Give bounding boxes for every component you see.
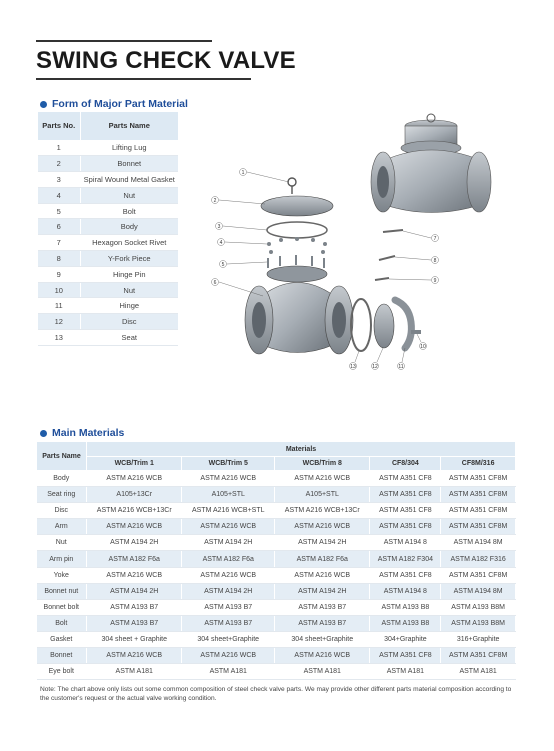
material-cell: A105+13Cr	[87, 487, 182, 503]
callout-1-label: 1	[241, 170, 245, 176]
callout-10-label: 10	[420, 344, 426, 350]
material-cell: ASTM A351 CF8M	[441, 487, 516, 503]
part-name-cell: Y-Fork Piece	[80, 251, 178, 267]
callout-7	[403, 231, 439, 242]
lifting-lug-illustration	[288, 178, 296, 194]
part-name-cell: Hinge	[80, 298, 178, 314]
parts-table-row	[38, 330, 178, 346]
material-cell: ASTM A351 CF8M	[441, 648, 516, 664]
material-cell: A105+STL	[275, 487, 370, 503]
part-name-cell: Nut	[80, 187, 178, 203]
footnote: Note: The chart above only lists out some common composition of steel check valve parts. We may provide other different parts material composition according to the customer's request or the actual valve working condition.	[40, 686, 512, 702]
materials-table-row	[37, 503, 516, 519]
part-name-cell: Arm pin	[37, 551, 87, 567]
material-cell: ASTM A216 WCB	[275, 567, 370, 583]
trim-header: CF8M/316	[441, 457, 516, 471]
part-name-cell: Hinge Pin	[80, 266, 178, 282]
material-cell: ASTM A193 B8M	[441, 615, 516, 631]
callout-13	[350, 351, 360, 370]
parts-table-row	[38, 235, 178, 251]
material-cell: ASTM A216 WCB	[275, 648, 370, 664]
materials-table-row	[37, 664, 516, 680]
title-rule-bottom	[36, 78, 251, 80]
materials-table-row	[37, 487, 516, 503]
material-cell: 304 sheet + Graphite	[87, 631, 182, 647]
material-cell: ASTM A216 WCB	[87, 648, 182, 664]
material-cell: ASTM A351 CF8	[370, 648, 441, 664]
part-name-cell: Bonnet	[37, 648, 87, 664]
parts-table-row	[38, 156, 178, 172]
callout-4	[218, 239, 268, 247]
material-cell: ASTM A182 F316	[441, 551, 516, 567]
part-name-cell: Hexagon Socket Rivet	[80, 235, 178, 251]
material-cell: ASTM A181	[370, 664, 441, 680]
material-cell: ASTM A216 WCB	[182, 519, 275, 535]
materials-table-row	[37, 471, 516, 487]
material-cell: ASTM A193 B7	[182, 599, 275, 615]
part-number-cell: 8	[38, 251, 80, 267]
material-cell: ASTM A194 8	[370, 535, 441, 551]
material-cell: ASTM A351 CF8M	[441, 519, 516, 535]
parts-table-row	[38, 172, 178, 188]
part-name-cell: Yoke	[37, 567, 87, 583]
material-cell: 304+Graphite	[370, 631, 441, 647]
callout-8	[395, 257, 439, 265]
material-cell: ASTM A351 CF8	[370, 567, 441, 583]
parts-table-row	[38, 266, 178, 282]
exploded-valve-diagram	[205, 110, 505, 390]
parts-table-row	[38, 203, 178, 219]
material-cell: ASTM A194 2H	[87, 583, 182, 599]
material-cell: ASTM A351 CF8M	[441, 567, 516, 583]
part-name-cell: Bolt	[37, 615, 87, 631]
material-cell: 316+Graphite	[441, 631, 516, 647]
part-name-cell: Seat ring	[37, 487, 87, 503]
parts-table-row	[38, 282, 178, 298]
material-cell: ASTM A194 8M	[441, 583, 516, 599]
material-cell: A105+STL	[182, 487, 275, 503]
materials-table-row	[37, 648, 516, 664]
materials-table-row	[37, 615, 516, 631]
materials-group-header: Materials	[87, 442, 516, 457]
parts-table-row	[38, 251, 178, 267]
trim-header: WCB/Trim 5	[182, 457, 275, 471]
hinge-disc-seat-illustration	[351, 230, 421, 351]
materials-table-row	[37, 519, 516, 535]
part-number-cell: 1	[38, 140, 80, 156]
material-cell: ASTM A194 2H	[182, 583, 275, 599]
materials-table-row	[37, 551, 516, 567]
material-cell: ASTM A181	[275, 664, 370, 680]
part-name-cell: Bonnet bolt	[37, 599, 87, 615]
part-name-cell: Bonnet nut	[37, 583, 87, 599]
materials-table-body	[37, 471, 516, 680]
bullet-dot-icon	[40, 101, 47, 108]
material-cell: 304 sheet+Graphite	[182, 631, 275, 647]
part-name-header: Parts Name	[37, 442, 87, 471]
callout-5-label: 5	[221, 262, 225, 268]
material-cell: ASTM A193 B8M	[441, 599, 516, 615]
callout-11-label: 11	[398, 364, 404, 370]
callout-9	[389, 277, 439, 285]
materials-table	[36, 441, 516, 680]
part-number-cell: 5	[38, 203, 80, 219]
materials-table-row	[37, 583, 516, 599]
parts-section-heading-text: Form of Major Part Material	[52, 98, 188, 110]
part-name-cell: Nut	[80, 282, 178, 298]
part-name-cell: Nut	[37, 535, 87, 551]
part-name-cell: Spiral Wound Metal Gasket	[80, 172, 178, 188]
callout-9-label: 9	[433, 278, 437, 284]
part-name-cell: Seat	[80, 330, 178, 346]
part-number-cell: 9	[38, 266, 80, 282]
part-name-cell: Bolt	[80, 203, 178, 219]
callout-6-label: 6	[213, 280, 217, 286]
part-number-cell: 3	[38, 172, 80, 188]
material-cell: ASTM A181	[441, 664, 516, 680]
part-name-cell: Eye bolt	[37, 664, 87, 680]
callout-12	[372, 348, 384, 370]
part-number-cell: 2	[38, 156, 80, 172]
callout-5	[220, 261, 268, 269]
callout-2	[212, 197, 266, 205]
callout-12-label: 12	[372, 364, 378, 370]
materials-table-row	[37, 567, 516, 583]
parts-table-body	[38, 140, 178, 345]
material-cell: ASTM A216 WCB+STL	[182, 503, 275, 519]
part-name-cell: Lifting Lug	[80, 140, 178, 156]
material-cell: ASTM A216 WCB+13Cr	[87, 503, 182, 519]
material-cell: ASTM A216 WCB	[87, 471, 182, 487]
materials-section-heading-text: Main Materials	[52, 427, 125, 439]
material-cell: ASTM A182 F6a	[87, 551, 182, 567]
part-number-cell: 6	[38, 219, 80, 235]
material-cell: ASTM A194 2H	[275, 535, 370, 551]
body-illustration	[245, 266, 353, 354]
part-number-cell: 10	[38, 282, 80, 298]
parts-table-row	[38, 140, 178, 156]
materials-table-row	[37, 631, 516, 647]
callout-7-label: 7	[433, 236, 437, 242]
trim-header: WCB/Trim 1	[87, 457, 182, 471]
callout-10	[417, 334, 427, 350]
material-cell: ASTM A216 WCB+13Cr	[275, 503, 370, 519]
materials-table-row	[37, 599, 516, 615]
material-cell: ASTM A351 CF8	[370, 487, 441, 503]
part-name-cell: Body	[80, 219, 178, 235]
part-name-cell: Bonnet	[80, 156, 178, 172]
page-title: SWING CHECK VALVE	[36, 47, 296, 74]
materials-section-heading	[40, 427, 124, 439]
material-cell: ASTM A216 WCB	[182, 471, 275, 487]
material-cell: ASTM A181	[87, 664, 182, 680]
material-cell: ASTM A216 WCB	[275, 519, 370, 535]
materials-table-group-header	[37, 442, 516, 457]
part-name-cell: Disc	[37, 503, 87, 519]
parts-table-row	[38, 187, 178, 203]
parts-section-heading	[40, 98, 188, 110]
assembled-valve-illustration	[371, 114, 491, 213]
part-number-cell: 7	[38, 235, 80, 251]
material-cell: ASTM A194 2H	[275, 583, 370, 599]
material-cell: ASTM A182 F6a	[182, 551, 275, 567]
title-rule-top	[36, 40, 212, 42]
callout-3-label: 3	[217, 224, 221, 230]
material-cell: ASTM A193 B7	[182, 615, 275, 631]
part-name-cell: Body	[37, 471, 87, 487]
callout-2-label: 2	[213, 198, 217, 204]
material-cell: ASTM A194 8	[370, 583, 441, 599]
parts-table-row	[38, 298, 178, 314]
material-cell: ASTM A193 B8	[370, 599, 441, 615]
part-number-cell: 4	[38, 187, 80, 203]
material-cell: ASTM A351 CF8	[370, 519, 441, 535]
material-cell: ASTM A193 B7	[275, 615, 370, 631]
material-cell: ASTM A216 WCB	[87, 519, 182, 535]
gasket-illustration	[267, 222, 327, 238]
trim-header: WCB/Trim 8	[275, 457, 370, 471]
callout-13-label: 13	[350, 364, 356, 370]
callout-8-label: 8	[433, 258, 437, 264]
part-number-cell: 13	[38, 330, 80, 346]
bolts-and-nuts-illustration	[267, 237, 327, 268]
material-cell: ASTM A351 CF8M	[441, 503, 516, 519]
parts-name-header: Parts Name	[80, 112, 178, 140]
material-cell: ASTM A216 WCB	[275, 471, 370, 487]
material-cell: ASTM A181	[182, 664, 275, 680]
parts-table	[38, 112, 178, 346]
parts-table-header	[38, 112, 178, 140]
part-name-cell: Gasket	[37, 631, 87, 647]
material-cell: ASTM A351 CF8	[370, 471, 441, 487]
part-name-cell: Arm	[37, 519, 87, 535]
materials-table-trim-header	[37, 457, 516, 471]
materials-table-row	[37, 535, 516, 551]
material-cell: ASTM A182 F304	[370, 551, 441, 567]
callout-4-label: 4	[219, 240, 223, 246]
material-cell: ASTM A194 8M	[441, 535, 516, 551]
bonnet-illustration	[261, 196, 333, 216]
part-number-cell: 11	[38, 298, 80, 314]
callout-1	[240, 169, 290, 183]
material-cell: ASTM A193 B8	[370, 615, 441, 631]
trim-header: CF8/304	[370, 457, 441, 471]
material-cell: ASTM A193 B7	[275, 599, 370, 615]
material-cell: ASTM A216 WCB	[182, 567, 275, 583]
material-cell: ASTM A193 B7	[87, 615, 182, 631]
material-cell: ASTM A351 CF8M	[441, 471, 516, 487]
material-cell: ASTM A193 B7	[87, 599, 182, 615]
part-name-cell: Disc	[80, 314, 178, 330]
material-cell: ASTM A194 2H	[182, 535, 275, 551]
material-cell: ASTM A216 WCB	[182, 648, 275, 664]
material-cell: ASTM A351 CF8	[370, 503, 441, 519]
material-cell: 304 sheet+Graphite	[275, 631, 370, 647]
material-cell: ASTM A216 WCB	[87, 567, 182, 583]
bullet-dot-icon	[40, 430, 47, 437]
material-cell: ASTM A194 2H	[87, 535, 182, 551]
part-number-cell: 12	[38, 314, 80, 330]
callout-3	[216, 223, 268, 231]
material-cell: ASTM A182 F6a	[275, 551, 370, 567]
parts-table-row	[38, 314, 178, 330]
parts-table-row	[38, 219, 178, 235]
parts-no-header: Parts No.	[38, 112, 80, 140]
